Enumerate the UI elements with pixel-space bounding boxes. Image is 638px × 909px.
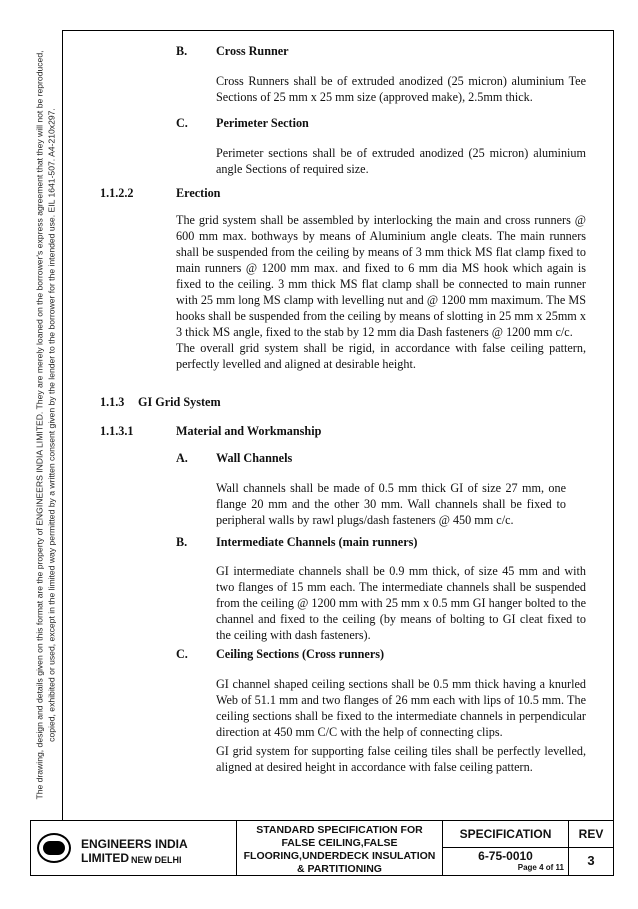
doc-title-line: FALSE CEILING,FALSE <box>281 837 398 849</box>
company-cell <box>31 821 237 875</box>
sidebar-line-2: copied, exhibited or used, except in the limited way permitted by a written consent given by the lender to the borrower for the intended use. EIL 1641-507. A4-210x297. <box>46 108 56 742</box>
sidebar-disclaimer-text <box>35 35 58 815</box>
sidebar-line-1: The drawing, design and details given on this format are the property of ENGINEERS INDIA LIMITED. They are merely loaned on the borrower's express agreement that they will not be reproduced, <box>34 50 45 800</box>
section-title: Intermediate Channels (main runners) <box>216 535 418 549</box>
eil-logo-icon <box>37 833 71 863</box>
section-letter: B. <box>176 44 188 58</box>
doc-title-line: STANDARD SPECIFICATION FOR <box>256 824 423 836</box>
document-title-cell <box>237 821 443 875</box>
rev-number: 3 <box>587 853 595 868</box>
paragraph: GI channel shaped ceiling sections shall be 0.5 mm thick having a knurled Web of 51.1 mm and two flanges of 26 mm each with lips of 10.5 mm. The ceiling sections shall be fixed to the intermediate channels in perpendicular direction at 450 mm C/C with the help of connecting clips. <box>216 677 586 739</box>
paragraph: Perimeter sections shall be of extruded anodized (25 micron) aluminium angle Sections of required size. <box>216 146 586 176</box>
rev-label: REV <box>578 827 604 841</box>
section-title: Erection <box>176 186 221 200</box>
section-number: 1.1.2.2 <box>100 186 134 200</box>
paragraph: GI grid system for supporting false ceiling tiles shall be perfectly levelled, aligned at desired height in accordance with false ceiling pattern. <box>216 744 586 774</box>
section-title: Ceiling Sections (Cross runners) <box>216 647 385 661</box>
section-title: Perimeter Section <box>216 116 309 130</box>
sidebar-disclaimer <box>30 30 62 820</box>
section-letter: C. <box>176 647 188 661</box>
document-body <box>62 30 614 820</box>
rev-cell <box>569 821 613 875</box>
section-number: 1.1.3 <box>100 395 125 409</box>
doc-title-line: & PARTITIONING <box>297 863 382 875</box>
spec-label: SPECIFICATION <box>459 827 552 841</box>
section-title: Cross Runner <box>216 44 289 58</box>
divider <box>443 847 568 848</box>
company-city: NEW DELHI <box>131 855 182 865</box>
paragraph: GI intermediate channels shall be 0.9 mm thick, of size 45 mm and with two flanges of 15 mm each. The intermediate channels shall be suspended from the ceiling @ 1200 mm with 25 mm x 0.5 mm GI hanger bolted to the channel and fixed to the ceiling (by means of bolting to GI cleat fixed to the ceiling with dash fasteners). <box>216 564 586 642</box>
section-title: GI Grid System <box>138 395 221 409</box>
section-title: Material and Workmanship <box>176 424 322 438</box>
paragraph: The grid system shall be assembled by interlocking the main and cross runners @ 600 mm max. bothways by means of Aluminium angle cleats. The main runners shall be suspended from the ceiling by means of 3 mm thick MS flat clamp fixed to main runners @ 1200 mm max. and fixed to 6 mm dia MS hook which again is fixed to the ceiling. 3 mm thick MS flat clamp shall be connected to main runner with 25 mm long MS clamp with levelling nut and @ 1200 mm maximum. The MS hooks shall be suspended from the ceiling by means of slotting in 25 mm x 25mm x 3 thick MS angle, fixed to the stab by 12 mm dia Dash fasteners @ 1200 mm c/c. <box>176 213 586 339</box>
paragraph: The overall grid system shall be rigid, in accordance with false ceiling pattern, perfectly levelled and aligned at desirable height. <box>176 341 586 371</box>
section-number: 1.1.3.1 <box>100 424 134 438</box>
page-number: Page 4 of 11 <box>517 863 564 872</box>
company-name: ENGINEERS INDIA LIMITED <box>81 837 188 865</box>
paragraph: Wall channels shall be made of 0.5 mm thick GI of size 27 mm, one flange 20 mm and the other 30 mm. Wall channels shall be fixed to peripheral walls by rawl plugs/dash fasteners @ 450 mm c/c. <box>216 481 566 527</box>
spec-cell <box>443 821 569 875</box>
divider <box>569 847 613 848</box>
section-letter: B. <box>176 535 188 549</box>
spec-number: 6-75-0010 <box>478 849 533 863</box>
section-letter: A. <box>176 451 188 465</box>
doc-title-line: FLOORING,UNDERDECK INSULATION <box>243 850 436 862</box>
paragraph: Cross Runners shall be of extruded anodized (25 micron) aluminium Tee Sections of 25 mm x 25 mm size (approved make), 2.5mm thick. <box>216 74 586 104</box>
section-letter: C. <box>176 116 188 130</box>
section-title: Wall Channels <box>216 451 293 465</box>
title-block <box>30 820 614 876</box>
